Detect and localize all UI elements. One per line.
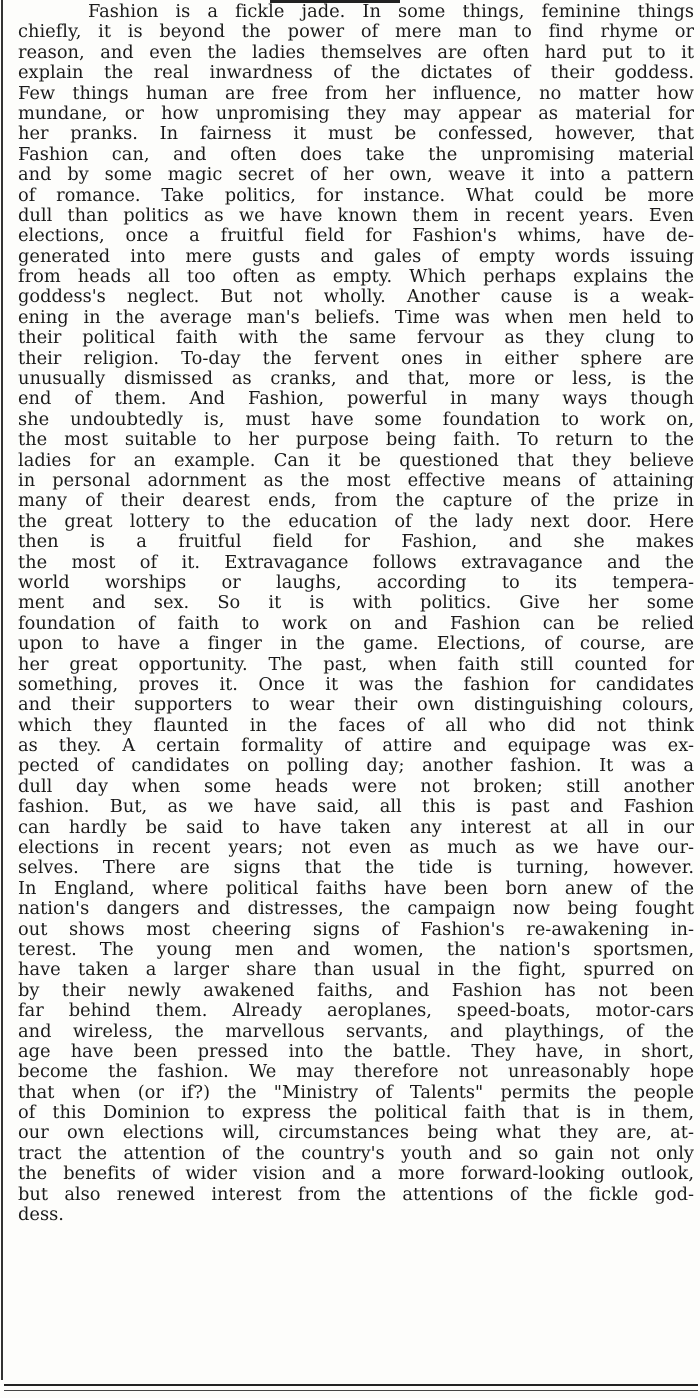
article-line: mundane, or how unpromising they may appear as material for — [18, 103, 694, 124]
article-line: world worships or laughs, according to its tempera- — [18, 572, 694, 593]
article-line: In England, where political faiths have been born anew of the — [18, 878, 694, 899]
article-line: and wireless, the marvellous servants, and playthings, of the — [18, 1021, 694, 1042]
article-line: her pranks. In fairness it must be confessed, however, that — [18, 124, 694, 145]
article-line: Fashion can, and often does take the unpromising material — [18, 144, 694, 165]
article-line: of this Dominion to express the political faith that is in them, — [18, 1103, 694, 1124]
article-line: chiefly, it is beyond the power of mere man to find rhyme or — [18, 22, 694, 43]
article-line: and their supporters to wear their own distinguishing colours, — [18, 695, 694, 716]
article-line: elections, once a fruitful field for Fashion's whims, have de- — [18, 226, 694, 247]
article-line: end of them. And Fashion, powerful in many ways though — [18, 389, 694, 410]
article-line: of romance. Take politics, for instance. What could be more — [18, 185, 694, 206]
article-line: by their newly awakened faiths, and Fashion has not been — [18, 980, 694, 1001]
article-line: generated into mere gusts and gales of empty words issuing — [18, 246, 694, 267]
article-line: age have been pressed into the battle. They have, in short, — [18, 1041, 694, 1062]
article-line: the benefits of wider vision and a more forward-looking outlook, — [18, 1164, 694, 1185]
article-line: that when (or if?) the "Ministry of Talents" permits the people — [18, 1082, 694, 1103]
article-line: the most suitable to her purpose being faith. To return to the — [18, 430, 694, 451]
article-line: as they. A certain formality of attire and equipage was ex- — [18, 736, 694, 757]
article-line: foundation of faith to work on and Fashion can be relied — [18, 613, 694, 634]
article-line: dess. — [18, 1205, 64, 1226]
article-line: dull than politics as we have known them in recent years. Even — [18, 205, 694, 226]
article-line: their religion. To-day the fervent ones in either sphere are — [18, 348, 694, 369]
article-line: terest. The young men and women, the nation's sportsmen, — [18, 939, 694, 960]
article-line: then is a fruitful field for Fashion, and she makes — [18, 532, 694, 553]
article-line: out shows most cheering signs of Fashion's re-awakening in- — [18, 919, 694, 940]
article-line: ening in the average man's beliefs. Time was when men held to — [18, 307, 694, 328]
article-line: tract the attention of the country's youth and so gain not only — [18, 1143, 694, 1164]
article-line: selves. There are signs that the tide is turning, however. — [18, 858, 694, 879]
article-line: Fashion is a fickle jade. In some things, feminine things — [88, 2, 694, 22]
article-line: the great lottery to the education of the lady next door. Here — [18, 511, 694, 532]
article-line: can hardly be said to have taken any interest at all in our — [18, 817, 694, 838]
article-line: fashion. But, as we have said, all this is past and Fashion — [18, 797, 694, 818]
article-line: our own elections will, circumstances being what they are, at- — [18, 1123, 694, 1144]
article-line: far behind them. Already aeroplanes, speed-boats, motor-cars — [18, 1001, 694, 1022]
article-line: her great opportunity. The past, when faith still counted for — [18, 654, 694, 675]
article-line: in personal adornment as the most effective means of attaining — [18, 470, 694, 491]
article-line: ladies for an example. Can it be questioned that they believe — [18, 450, 694, 471]
article-line: elections in recent years; not even as much as we have our- — [18, 838, 694, 859]
article-line: reason, and even the ladies themselves are often hard put to it — [18, 42, 694, 63]
bottom-rule — [4, 1384, 698, 1386]
article-line: explain the real inwardness of the dictates of their goddess. — [18, 63, 694, 84]
article-line: have taken a larger share than usual in the fight, spurred on — [18, 960, 694, 981]
article-line: their political faith with the same fervour as they clung to — [18, 328, 694, 349]
article-line: but also renewed interest from the attentions of the fickle god- — [18, 1184, 694, 1205]
bottom-rule-thin — [4, 1390, 698, 1391]
article-line: become the fashion. We may therefore not unreasonably hope — [18, 1062, 694, 1083]
article-line: unusually dismissed as cranks, and that, more or less, is the — [18, 369, 694, 390]
article-line: the most of it. Extravagance follows extravagance and the — [18, 552, 694, 573]
article-line: pected of candidates on polling day; another fashion. It was a — [18, 756, 694, 777]
article-line: ment and sex. So it is with politics. Give her some — [18, 593, 694, 614]
article-line: and by some magic secret of her own, weave it into a pattern — [18, 165, 694, 186]
article-line: upon to have a finger in the game. Elections, of course, are — [18, 634, 694, 655]
article-body — [18, 2, 694, 1225]
article-line: many of their dearest ends, from the capture of the prize in — [18, 491, 694, 512]
article-line: dull day when some heads were not broken; still another — [18, 776, 694, 797]
article-line: Few things human are free from her influence, no matter how — [18, 83, 694, 104]
article-line: something, proves it. Once it was the fashion for candidates — [18, 674, 694, 695]
article-line: from heads all too often as empty. Which perhaps explains the — [18, 267, 694, 288]
article-line: she undoubtedly is, must have some foundation to work on, — [18, 409, 694, 430]
article-line: which they flaunted in the faces of all who did not think — [18, 715, 694, 736]
left-column-rule — [1, 0, 3, 1380]
article-line: goddess's neglect. But not wholly. Another cause is a weak- — [18, 287, 694, 308]
article-line: nation's dangers and distresses, the campaign now being fought — [18, 899, 694, 920]
